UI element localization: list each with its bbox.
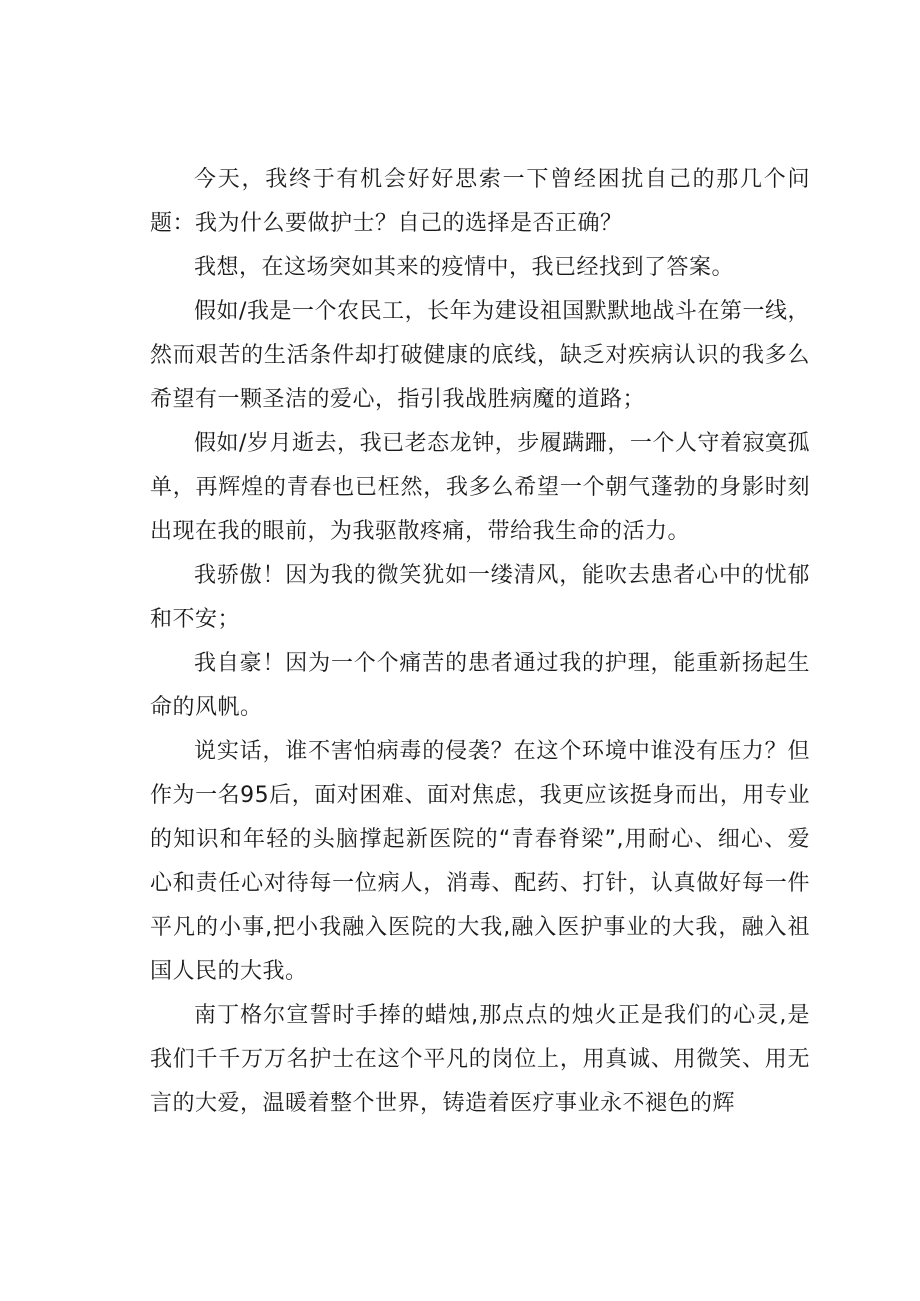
paragraph: 我自豪！因为一个个痛苦的患者通过我的护理，能重新扬起生命的风帆。 — [150, 651, 810, 720]
paragraph: 假如/岁月逝去，我已老态龙钟，步履蹒跚，一个人守着寂寞孤单，再辉煌的青春也已枉然，我多么希望一个朝气蓬勃的身影时刻出现在我的眼前，为我驱散疼痛，带给我生命的活力。 — [150, 431, 810, 544]
paragraph: 今天，我终于有机会好好思索一下曾经困扰自己的那几个问题：我为什么要做护士？自己的选择是否正确？ — [150, 167, 810, 236]
document-body — [150, 158, 810, 1126]
paragraph: 南丁格尔宣誓时手捧的蜡烛,那点点的烛火正是我们的心灵,是我们千千万万名护士在这个平凡的岗位上，用真诚、用微笑、用无言的大爱，温暖着整个世界，铸造着医疗事业永不褪色的辉 — [150, 1003, 810, 1116]
paragraph: 假如/我是一个农民工，长年为建设祖国默默地战斗在第一线，然而艰苦的生活条件却打破健康的底线，缺乏对疾病认识的我多么希望有一颗圣洁的爱心，指引我战胜病魔的道路； — [150, 299, 810, 412]
paragraph: 我骄傲！因为我的微笑犹如一缕清风，能吹去患者心中的忧郁和不安； — [150, 563, 810, 632]
paragraph: 我想，在这场突如其来的疫情中，我已经找到了答案。 — [194, 255, 735, 280]
paragraph: 说实话，谁不害怕病毒的侵袭？在这个环境中谁没有压力？但作为一名95后，面对困难、面对焦虑，我更应该挺身而出，用专业的知识和年轻的头脑撑起新医院的“青春脊梁”,用耐心、细心、爱心和责任心对待每一位病人，消毒、配药、打针，认真做好每一件平凡的小事,把小我融入医院的大我,融入医护事业的大我，融入祖国人民的大我。 — [150, 739, 810, 984]
